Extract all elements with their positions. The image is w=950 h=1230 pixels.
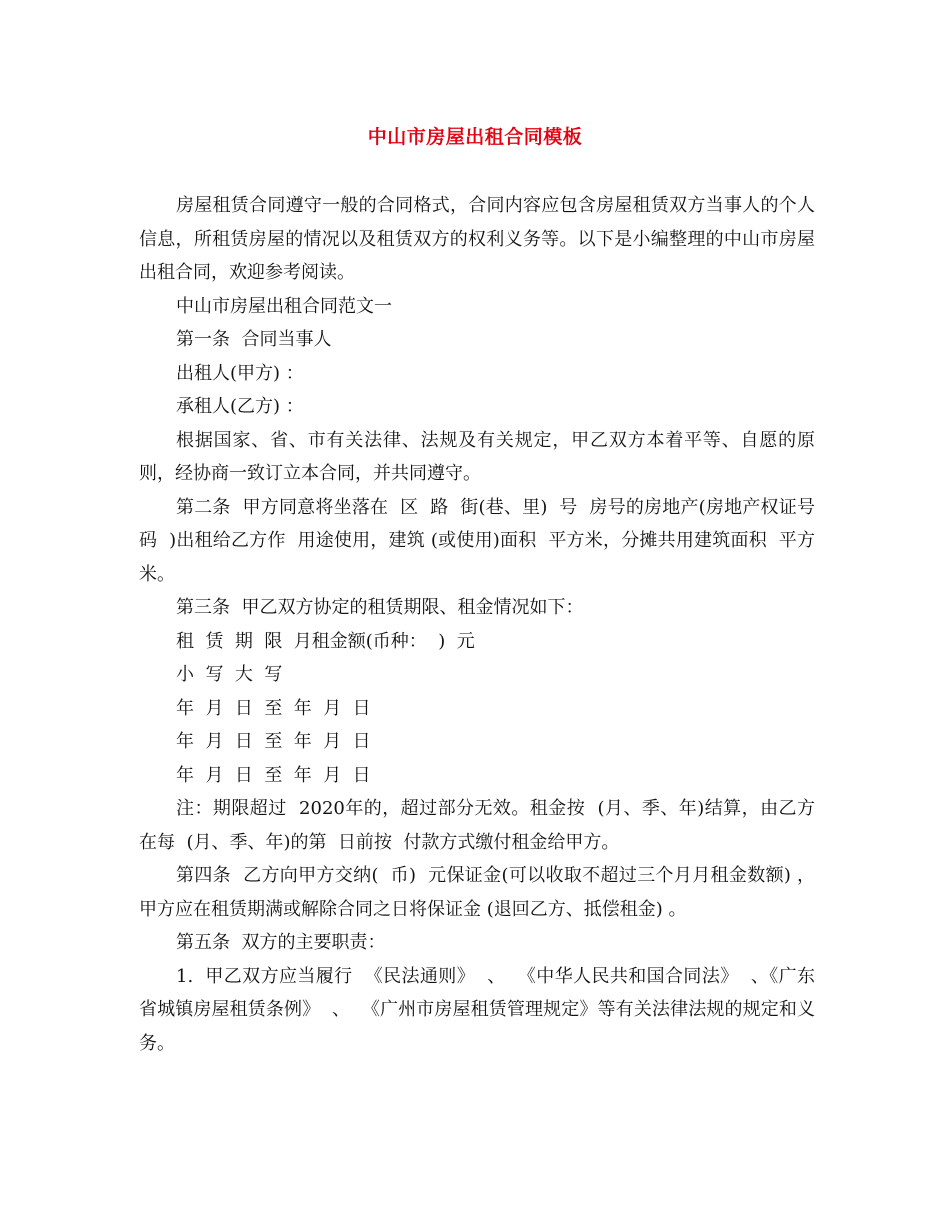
paragraph-sample-heading: 中山市房屋出租合同范文一 bbox=[176, 295, 392, 317]
paragraph-article-2: 第二条 甲方同意将坐落在 区 路 街(巷、里) 号 房号的房地产(房地产权证号码 )出租给乙方作 用途使用，建筑 (或使用)面积 平方米，分摊共用建筑面积 平方米。 bbox=[139, 496, 815, 585]
document-title: 中山市房屋出租合同模板 bbox=[367, 126, 583, 148]
document-body bbox=[139, 189, 815, 1060]
paragraph-lessee: 承租人(乙方) ： bbox=[176, 396, 304, 417]
paragraph-basis: 根据国家、省、市有关法律、法规及有关规定，甲乙双方本着平等、自愿的原则，经协商一致订立本合同，并共同遵守。 bbox=[139, 429, 815, 484]
paragraph-article-5: 第五条 双方的主要职责： bbox=[176, 932, 386, 953]
paragraph-article-1: 第一条 合同当事人 bbox=[176, 329, 332, 350]
paragraph-intro: 房屋租赁合同遵守一般的合同格式，合同内容应包含房屋租赁双方当事人的个人信息，所租赁房屋的情况以及租赁双方的权利义务等。以下是小编整理的中山市房屋出租合同，欢迎参考阅读。 bbox=[139, 195, 815, 283]
paragraph-note: 注：期限超过 2020年的，超过部分无效。租金按 (月、季、年)结算，由乙方在每 (月、季、年)的第 日前按 付款方式缴付租金给甲方。 bbox=[139, 798, 815, 853]
paragraph-lease-table-subheader: 小 写 大 写 bbox=[176, 664, 283, 685]
paragraph-lease-period-row: 年 月 日 至 年 月 日 bbox=[176, 731, 371, 752]
paragraph-lease-period-row: 年 月 日 至 年 月 日 bbox=[176, 697, 371, 719]
paragraph-article-4: 第四条 乙方向甲方交纳( 币) 元保证金(可以收取不超过三个月月租金数额) ，甲方应在租赁期满或解除合同之日将保证金 (退回乙方、抵偿租金) 。 bbox=[139, 865, 815, 920]
paragraph-lease-table-header: 租 赁 期 限 月租金额(币种： ) 元 bbox=[176, 630, 475, 652]
paragraph-article-5-item-1: 1. 甲乙双方应当履行 《民法通则》 、 《中华人民共和国合同法》 、《广东省城镇房屋租赁条例》 、 《广州市房屋租赁管理规定》等有关法律法规的规定和义务。 bbox=[139, 965, 815, 1054]
paragraph-article-3: 第三条 甲乙双方协定的租赁期限、租金情况如下： bbox=[176, 597, 584, 618]
paragraph-lessor: 出租人(甲方) ： bbox=[176, 362, 304, 384]
paragraph-lease-period-row: 年 月 日 至 年 月 日 bbox=[176, 764, 371, 786]
